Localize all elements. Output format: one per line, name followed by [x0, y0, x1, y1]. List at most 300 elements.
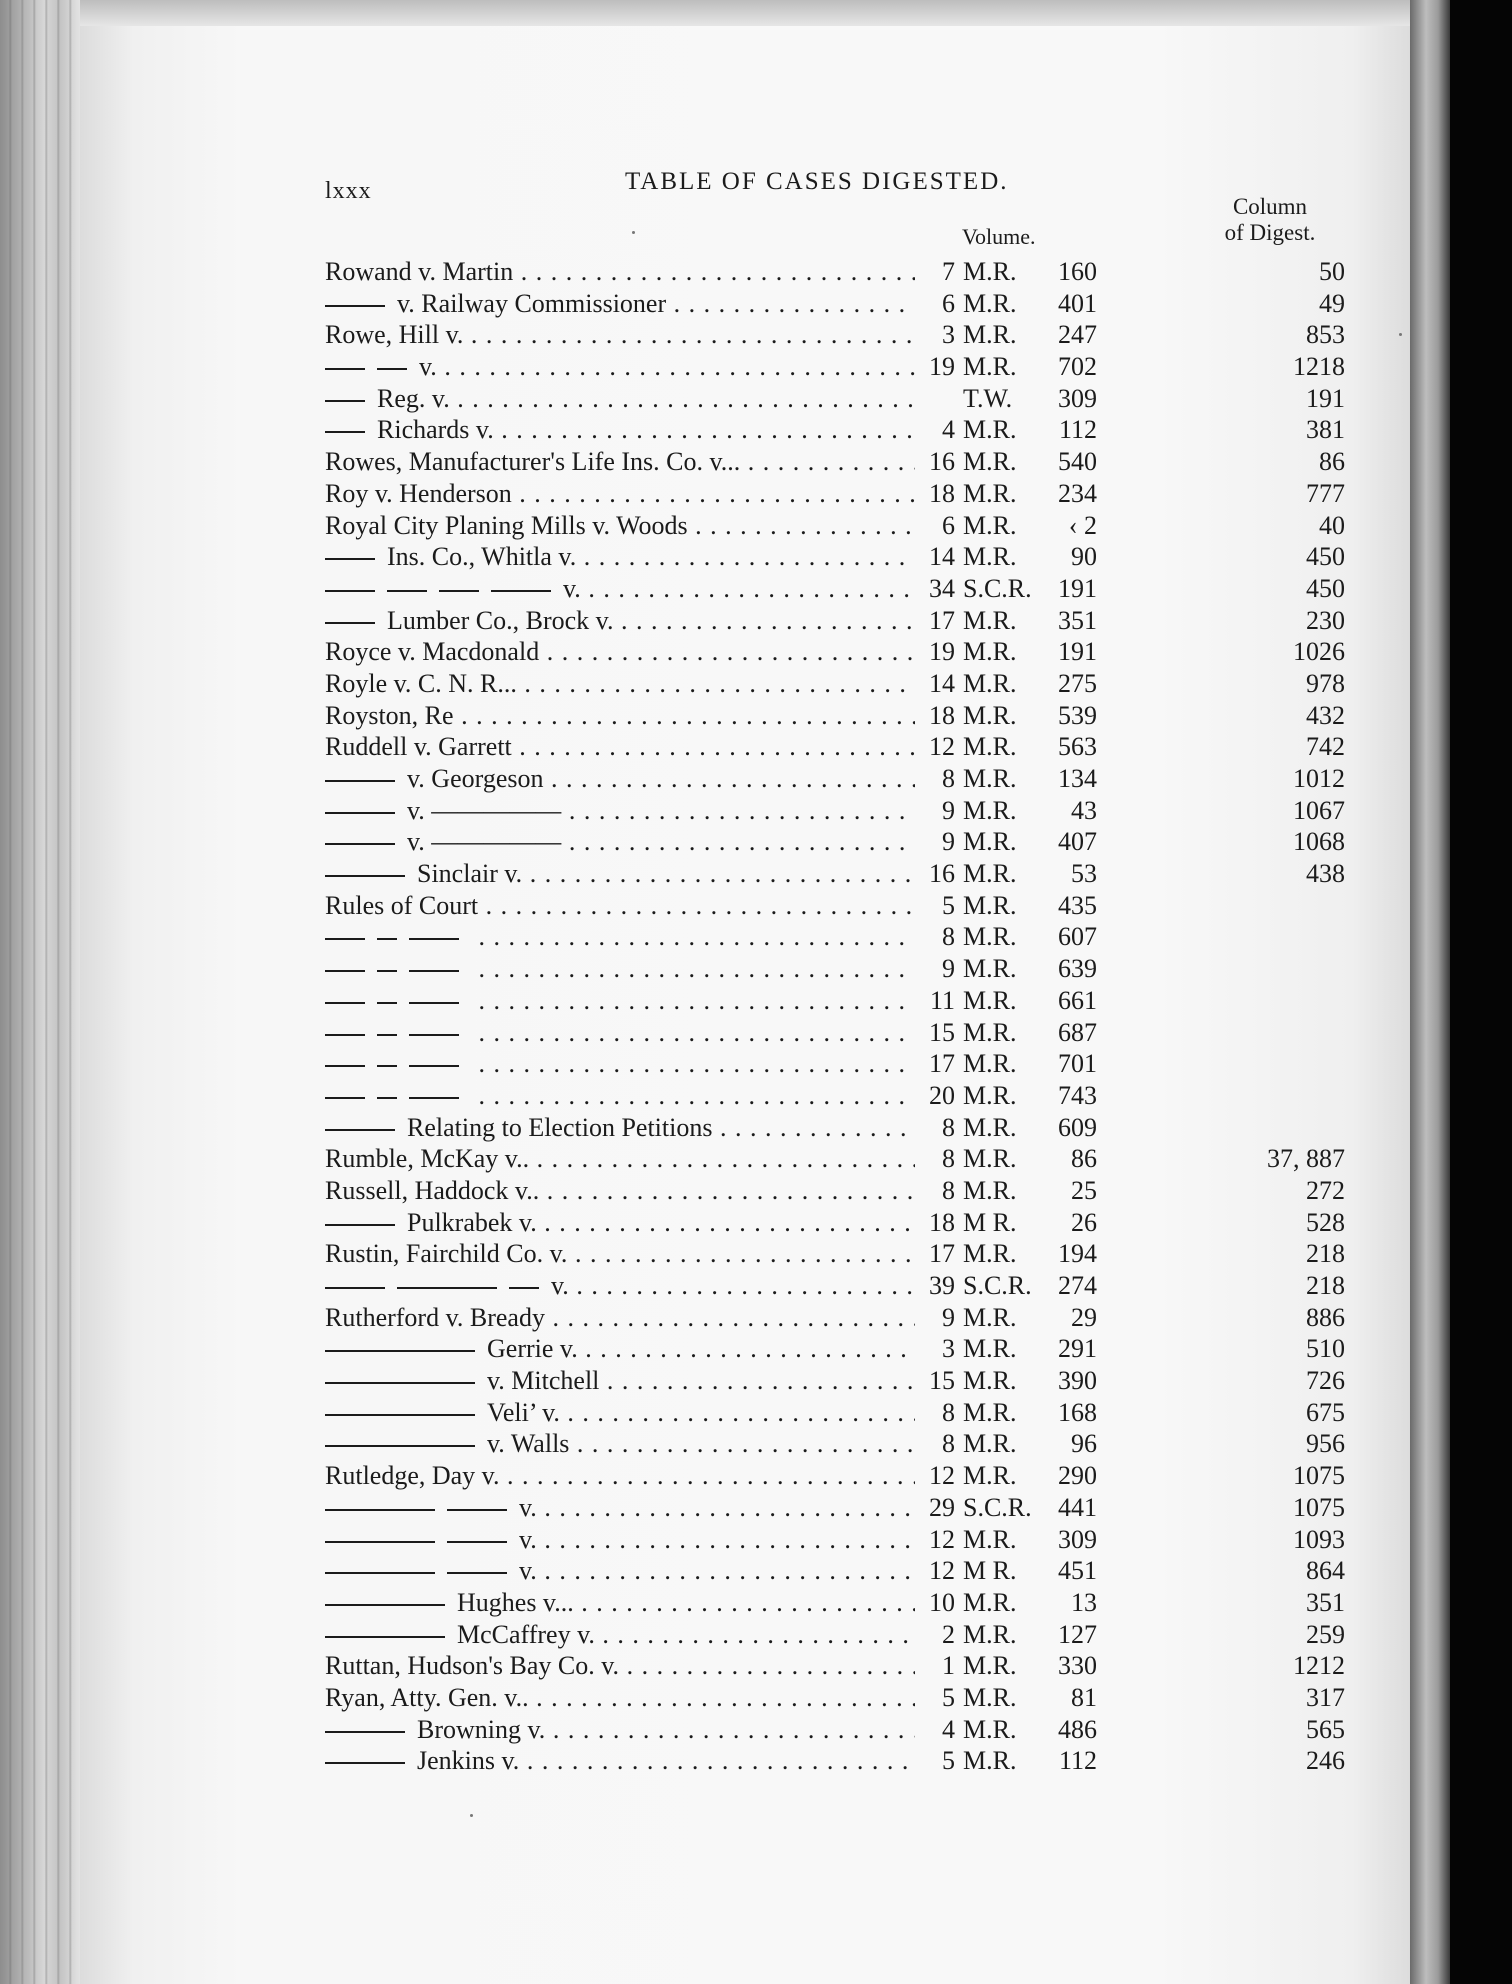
reporter: M.R. [963, 1429, 1017, 1459]
page-ref: 29 [1071, 1302, 1097, 1332]
case-title-text: Ruddell v. Garrett [325, 732, 512, 762]
page-ref: 26 [1071, 1207, 1097, 1237]
volume-citation [915, 921, 1105, 953]
page-ref: 290 [1058, 1461, 1097, 1491]
case-title-text: v. Mitchell [487, 1366, 600, 1396]
reporter: M.R. [963, 288, 1017, 318]
ditto-dash [325, 431, 365, 433]
page-ref: 451 [1058, 1556, 1097, 1586]
page-number: lxxx [325, 178, 372, 204]
digest-column: 218 [1306, 1239, 1345, 1269]
reporter: M.R. [963, 859, 1017, 889]
digest-column: 1075 [1293, 1461, 1345, 1491]
ditto-dash [325, 1350, 475, 1352]
ditto-dash [325, 1002, 365, 1004]
digest-column: 1012 [1293, 764, 1345, 793]
reporter: S.C.R. [963, 1271, 1032, 1300]
case-title [325, 478, 915, 510]
case-title [325, 1714, 915, 1746]
page-ref: 127 [1058, 1619, 1097, 1649]
volume-number: 3 [942, 320, 955, 350]
volume-citation [915, 383, 1105, 415]
volume-citation [915, 826, 1105, 858]
case-title [325, 414, 915, 446]
page-ref: 160 [1058, 257, 1097, 286]
reporter: M.R. [963, 1334, 1017, 1364]
digest-column: 726 [1306, 1366, 1345, 1396]
ditto-dash [325, 368, 365, 370]
ditto-dash [325, 1604, 445, 1606]
digest-column: 978 [1306, 668, 1345, 698]
volume-number: 15 [929, 1017, 955, 1047]
case-row [325, 1619, 1355, 1651]
reporter: M.R. [963, 1366, 1017, 1396]
case-title-text: Hughes v... [457, 1587, 574, 1617]
case-title [325, 1428, 915, 1460]
case-title-text: Rustin, Fairchild Co. v. [325, 1239, 568, 1269]
volume-citation [915, 985, 1105, 1017]
page-ref: 607 [1058, 922, 1097, 952]
volume-number: 10 [929, 1587, 955, 1617]
digest-column: 864 [1306, 1556, 1345, 1586]
volume-citation [915, 256, 1105, 288]
case-row [325, 1682, 1355, 1714]
digest-column: 675 [1306, 1397, 1345, 1427]
case-row [325, 1207, 1355, 1239]
case-row [325, 446, 1355, 478]
digest-column: 40 [1319, 510, 1345, 540]
ditto-dash [387, 590, 427, 592]
ditto-dash [325, 1541, 435, 1543]
case-row [325, 826, 1355, 858]
case-title [325, 1492, 915, 1524]
case-title [325, 1745, 915, 1777]
page-ref: 168 [1058, 1397, 1097, 1427]
ditto-dash [509, 1287, 539, 1289]
case-title-text: Richards v. [377, 415, 494, 445]
reporter: M.R. [963, 1397, 1017, 1427]
page-ref: 330 [1058, 1651, 1097, 1681]
page-ref: 309 [1058, 383, 1097, 413]
ditto-dash [439, 590, 479, 592]
case-title-text: v. ————— [407, 795, 562, 825]
ditto-dash [377, 970, 397, 972]
reporter: M.R. [963, 510, 1017, 540]
case-title [325, 890, 915, 922]
reporter: M R. [963, 1556, 1017, 1586]
case-title [325, 541, 915, 573]
case-title [325, 256, 915, 288]
reporter: T.W. [963, 383, 1013, 413]
volume-citation [915, 1270, 1105, 1302]
case-row [325, 668, 1355, 700]
page-ref: 134 [1058, 764, 1097, 793]
ditto-dash [325, 875, 405, 877]
page-ref: 112 [1058, 415, 1097, 445]
case-row [325, 636, 1355, 668]
volume-number: 7 [942, 257, 955, 286]
page-ref: 701 [1058, 1049, 1097, 1079]
case-title [325, 1175, 915, 1207]
digest-column: 230 [1306, 605, 1345, 635]
digest-column: 450 [1306, 573, 1345, 603]
case-row [325, 478, 1355, 510]
case-title-text: Royal City Planing Mills v. Woods [325, 510, 688, 540]
volume-number: 29 [929, 1492, 955, 1522]
case-title-text: Veli’ v. [487, 1397, 560, 1427]
case-title-text: v. [519, 1556, 537, 1586]
reporter: M.R. [963, 1714, 1017, 1744]
case-row [325, 256, 1355, 288]
case-title-text: v. [519, 1524, 537, 1554]
volume-citation [915, 731, 1105, 763]
scan-speck [470, 1814, 473, 1817]
case-title [325, 288, 915, 320]
case-title [325, 668, 915, 700]
case-table [325, 256, 1355, 1777]
case-title [325, 731, 915, 763]
volume-number: 4 [942, 415, 955, 445]
reporter: M.R. [963, 415, 1017, 445]
ditto-dash [409, 1002, 459, 1004]
case-row [325, 1492, 1355, 1524]
volume-citation [915, 573, 1105, 605]
ditto-dash [409, 1034, 459, 1036]
volume-number: 8 [942, 1175, 955, 1205]
volume-citation [915, 414, 1105, 446]
volume-number: 5 [942, 1682, 955, 1712]
reporter: S.C.R. [963, 1492, 1032, 1522]
reporter: M.R. [963, 1112, 1017, 1142]
ditto-dash [377, 1097, 397, 1099]
case-title [325, 1270, 915, 1302]
case-row [325, 1460, 1355, 1492]
case-row [325, 1143, 1355, 1175]
reporter: M.R. [963, 827, 1017, 857]
digest-column: 317 [1306, 1682, 1345, 1712]
page-ref: 435 [1058, 890, 1097, 920]
case-title-text: v. Walls [487, 1429, 570, 1459]
reporter: M.R. [963, 1144, 1017, 1174]
ditto-dash [447, 1509, 507, 1511]
case-row [325, 1555, 1355, 1587]
volume-citation [915, 319, 1105, 351]
volume-citation [915, 1080, 1105, 1112]
case-row [325, 383, 1355, 415]
reporter: M.R. [963, 1049, 1017, 1079]
case-title [325, 1143, 915, 1175]
volume-citation [915, 1428, 1105, 1460]
volume-number: 9 [942, 795, 955, 825]
volume-citation [915, 605, 1105, 637]
page-ref: 13 [1071, 1587, 1097, 1617]
case-row [325, 985, 1355, 1017]
volume-number: 8 [942, 1144, 955, 1174]
ditto-dash [325, 1224, 395, 1226]
column-heading-digest-line2: of Digest. [1224, 220, 1316, 245]
case-title [325, 858, 915, 890]
page-ref: 702 [1058, 352, 1097, 382]
case-title-text: Ruttan, Hudson's Bay Co. v. [325, 1651, 620, 1681]
volume-number: 12 [929, 1556, 955, 1586]
case-row [325, 319, 1355, 351]
case-title-text: v. [519, 1492, 537, 1522]
scan-speck [1399, 333, 1402, 336]
case-row [325, 1745, 1355, 1777]
page-ref: 25 [1071, 1175, 1097, 1205]
volume-citation [915, 1714, 1105, 1746]
ditto-dash [325, 1034, 365, 1036]
volume-citation [915, 890, 1105, 922]
case-title [325, 826, 915, 858]
case-title-text: Ins. Co., Whitla v. [387, 542, 577, 572]
volume-number: 17 [929, 1239, 955, 1269]
ditto-dash [325, 305, 385, 307]
digest-column: 742 [1306, 732, 1345, 762]
volume-number: 19 [929, 352, 955, 382]
digest-column: 191 [1306, 383, 1345, 413]
ditto-dash [447, 1572, 507, 1574]
digest-column: 886 [1306, 1302, 1345, 1332]
ditto-dash [397, 1287, 497, 1289]
volume-number: 9 [942, 954, 955, 984]
case-title [325, 446, 915, 478]
case-row [325, 605, 1355, 637]
case-title-text: Gerrie v. [487, 1334, 578, 1364]
case-title [325, 319, 915, 351]
case-title-text: Roy v. Henderson [325, 478, 512, 508]
ditto-dash [325, 1572, 435, 1574]
case-title-text: McCaffrey v. [457, 1619, 595, 1649]
page-ref: 309 [1058, 1524, 1097, 1554]
ditto-dash [325, 1287, 385, 1289]
volume-number: 18 [929, 478, 955, 508]
digest-column: 1218 [1293, 352, 1345, 382]
volume-citation [915, 1460, 1105, 1492]
case-row [325, 414, 1355, 446]
volume-citation [915, 1017, 1105, 1049]
case-row [325, 795, 1355, 827]
case-title [325, 1619, 915, 1651]
reporter: M.R. [963, 1017, 1017, 1047]
page-ref: 191 [1058, 637, 1097, 667]
case-title-text: Rutledge, Day v. [325, 1461, 500, 1491]
volume-citation [915, 1619, 1105, 1651]
volume-citation [915, 1333, 1105, 1365]
reporter: M.R. [963, 1746, 1017, 1776]
case-title [325, 1682, 915, 1714]
case-title-text: Ryan, Atty. Gen. v.. [325, 1682, 529, 1712]
column-heading-digest [1205, 194, 1335, 246]
case-row [325, 573, 1355, 605]
volume-number: 8 [942, 1429, 955, 1459]
case-title-text: Jenkins v. [417, 1746, 520, 1776]
digest-column: 259 [1306, 1619, 1345, 1649]
case-title-text: Russell, Haddock v.. [325, 1175, 540, 1205]
case-title-text: Royston, Re [325, 700, 454, 730]
page-ref: 609 [1058, 1112, 1097, 1142]
page-ref: 540 [1058, 447, 1097, 477]
ditto-dash [409, 1097, 459, 1099]
page-ref: 275 [1058, 668, 1097, 698]
page-ref: 401 [1058, 288, 1097, 318]
digest-column: 86 [1319, 447, 1345, 477]
case-row [325, 1080, 1355, 1112]
volume-number: 8 [942, 922, 955, 952]
case-row [325, 858, 1355, 890]
case-title [325, 1112, 915, 1144]
page-ref: 486 [1058, 1714, 1097, 1744]
digest-column: 37, 887 [1267, 1144, 1345, 1174]
reporter: M.R. [963, 985, 1017, 1015]
case-row [325, 1428, 1355, 1460]
ditto-dash [325, 812, 395, 814]
volume-number: 16 [929, 447, 955, 477]
page-ref: 274 [1058, 1271, 1097, 1300]
volume-number: 39 [929, 1271, 955, 1300]
volume-citation [915, 858, 1105, 890]
page-ref: 441 [1058, 1492, 1097, 1522]
case-title-text: Rumble, McKay v.. [325, 1144, 530, 1174]
case-row [325, 541, 1355, 573]
volume-citation [915, 1112, 1105, 1144]
case-title-text: v. Georgeson [407, 764, 544, 793]
case-title-text: Relating to Election Petitions [407, 1112, 713, 1142]
reporter: M.R. [963, 890, 1017, 920]
ditto-dash [325, 622, 375, 624]
case-row [325, 510, 1355, 542]
case-title [325, 605, 915, 637]
ditto-dash [377, 368, 407, 370]
volume-citation [915, 636, 1105, 668]
digest-column: 853 [1306, 320, 1345, 350]
digest-column: 528 [1306, 1207, 1345, 1237]
case-row [325, 1048, 1355, 1080]
ditto-dash [325, 843, 395, 845]
volume-number: 4 [942, 1714, 955, 1744]
volume-citation [915, 1302, 1105, 1334]
case-row [325, 890, 1355, 922]
case-title [325, 700, 915, 732]
digest-column: 1075 [1293, 1492, 1345, 1522]
reporter: M.R. [963, 1302, 1017, 1332]
volume-number: 16 [929, 859, 955, 889]
reporter: M.R. [963, 1587, 1017, 1617]
reporter: M.R. [963, 478, 1017, 508]
volume-number: 5 [942, 890, 955, 920]
volume-number: 17 [929, 605, 955, 635]
page-ref: 687 [1058, 1017, 1097, 1047]
page-top-shadow [80, 0, 1420, 26]
case-title [325, 1238, 915, 1270]
case-title [325, 1017, 915, 1049]
reporter: M.R. [963, 795, 1017, 825]
case-title-text: v. [563, 573, 581, 603]
volume-citation [915, 1555, 1105, 1587]
ditto-dash [325, 1636, 445, 1638]
case-title-text: Browning v. [417, 1714, 546, 1744]
case-title-text: Royce v. Macdonald [325, 637, 540, 667]
case-title-text: Royle v. C. N. R... [325, 668, 517, 698]
digest-column: 1026 [1293, 637, 1345, 667]
reporter: M.R. [963, 1524, 1017, 1554]
case-title [325, 921, 915, 953]
case-row [325, 921, 1355, 953]
case-row [325, 1333, 1355, 1365]
digest-column: 438 [1306, 859, 1345, 889]
ditto-dash [325, 1762, 405, 1764]
case-row [325, 1397, 1355, 1429]
case-title [325, 1397, 915, 1429]
volume-number: 9 [942, 1302, 955, 1332]
ditto-dash [325, 1097, 365, 1099]
digest-column: 272 [1306, 1175, 1345, 1205]
volume-number: 17 [929, 1049, 955, 1079]
case-title [325, 510, 915, 542]
case-row [325, 1587, 1355, 1619]
ditto-dash [325, 1731, 405, 1733]
page-ref: 96 [1071, 1429, 1097, 1459]
page-ref: 661 [1058, 985, 1097, 1015]
case-row [325, 1112, 1355, 1144]
volume-number: 12 [929, 732, 955, 762]
page-ref: 639 [1058, 954, 1097, 984]
page-ref: 234 [1058, 478, 1097, 508]
volume-number: 20 [929, 1080, 955, 1110]
reporter: S.C.R. [963, 573, 1032, 603]
case-title-text: v. ————— [407, 827, 562, 857]
digest-column: 1068 [1293, 827, 1345, 857]
case-title [325, 1650, 915, 1682]
case-title-text: Rutherford v. Bready [325, 1302, 545, 1332]
reporter: M.R. [963, 1175, 1017, 1205]
reporter: M.R. [963, 447, 1017, 477]
case-title [325, 1524, 915, 1556]
reporter: M.R. [963, 257, 1017, 286]
ditto-dash [325, 558, 375, 560]
case-row [325, 1714, 1355, 1746]
case-title-text: Rowand v. Martin [325, 257, 514, 286]
volume-number: 2 [942, 1619, 955, 1649]
volume-citation [915, 1682, 1105, 1714]
volume-number: 15 [929, 1366, 955, 1396]
volume-number: 3 [942, 1334, 955, 1364]
case-title [325, 1460, 915, 1492]
case-title [325, 1302, 915, 1334]
page-ref: 86 [1071, 1144, 1097, 1174]
volume-citation [915, 795, 1105, 827]
volume-number: 19 [929, 637, 955, 667]
reporter: M.R. [963, 637, 1017, 667]
case-row [325, 1270, 1355, 1302]
reporter: M.R. [963, 954, 1017, 984]
page-ref: 407 [1058, 827, 1097, 857]
page-ref: 247 [1058, 320, 1097, 350]
volume-citation [915, 446, 1105, 478]
case-title [325, 1333, 915, 1365]
case-title [325, 985, 915, 1017]
volume-citation [915, 1238, 1105, 1270]
digest-column: 1212 [1293, 1651, 1345, 1681]
ditto-dash [325, 1509, 435, 1511]
volume-number: 8 [942, 764, 955, 793]
volume-number: 11 [929, 985, 955, 1015]
ditto-dash [325, 1414, 475, 1416]
ditto-dash [377, 938, 397, 940]
case-row [325, 1302, 1355, 1334]
digest-column: 777 [1306, 478, 1345, 508]
volume-citation [915, 953, 1105, 985]
